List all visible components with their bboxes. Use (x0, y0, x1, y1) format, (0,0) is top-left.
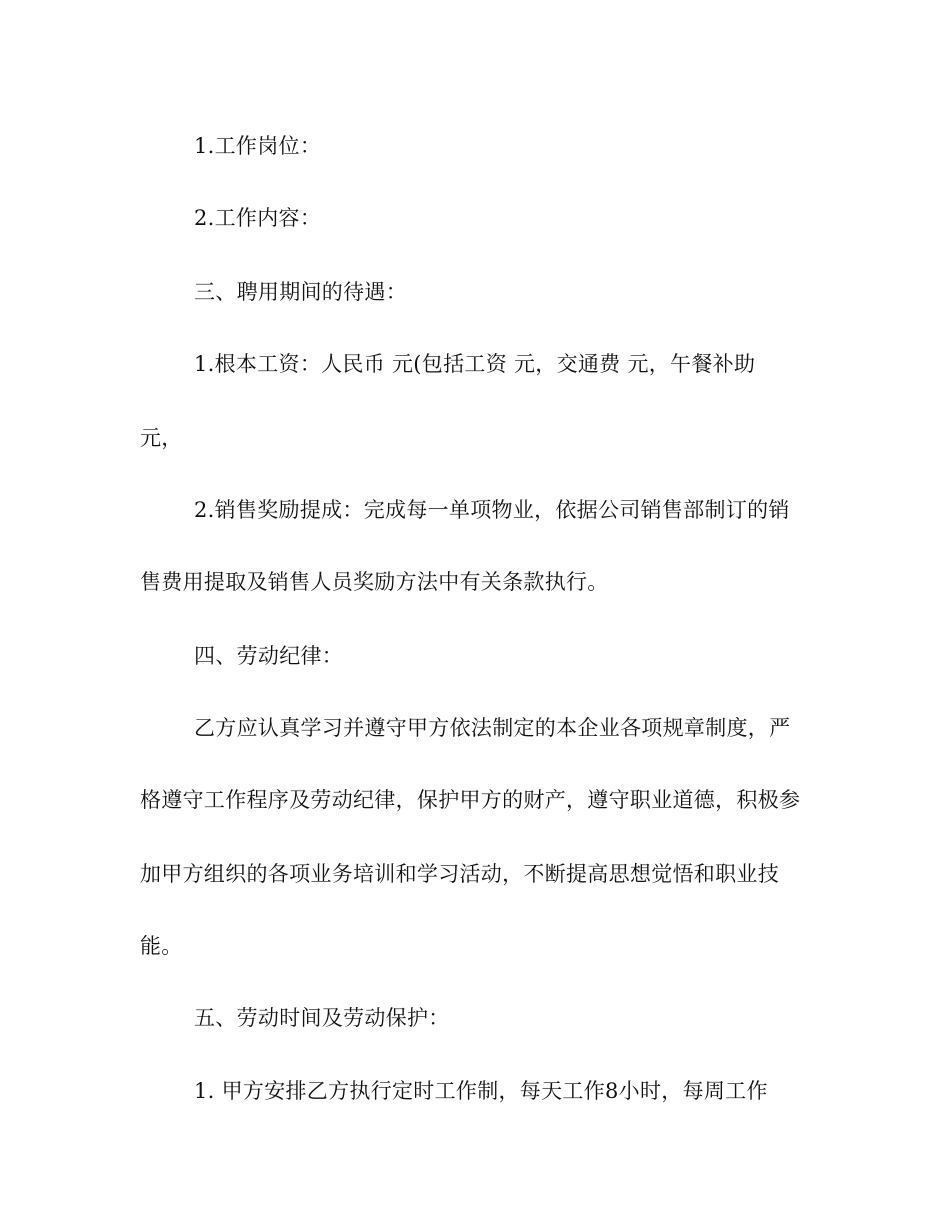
item-working-hours: 1. 甲方安排乙方执行定时工作制，每天工作8小时，每周工作 (194, 1079, 768, 1103)
item-base-salary-cont: 元， (140, 426, 183, 450)
paragraph-discipline-4: 能。 (140, 934, 183, 958)
section-heading-discipline: 四、劳动纪律： (194, 644, 344, 668)
item-base-salary: 1.根本工资：人民币 元(包括工资 元，交通费 元，午餐补助 (194, 352, 756, 376)
item-job-content: 2.工作内容： (194, 206, 322, 230)
paragraph-discipline-2: 格遵守工作程序及劳动纪律，保护甲方的财产，遵守职业道德，积极参 (140, 788, 801, 812)
paragraph-discipline-1: 乙方应认真学习并遵守甲方依法制定的本企业各项规章制度，严 (194, 716, 791, 740)
section-heading-benefits: 三、聘用期间的待遇： (194, 280, 407, 304)
item-job-position: 1.工作岗位： (194, 134, 322, 158)
paragraph-discipline-3: 加甲方组织的各项业务培训和学习活动，不断提高思想觉悟和职业技 (140, 862, 779, 886)
section-heading-working-hours: 五、劳动时间及劳动保护： (194, 1006, 450, 1030)
item-sales-bonus: 2.销售奖励提成：完成每一单项物业，依据公司销售部制订的销 (194, 498, 790, 522)
item-sales-bonus-cont: 售费用提取及销售人员奖励方法中有关条款执行。 (140, 570, 609, 594)
